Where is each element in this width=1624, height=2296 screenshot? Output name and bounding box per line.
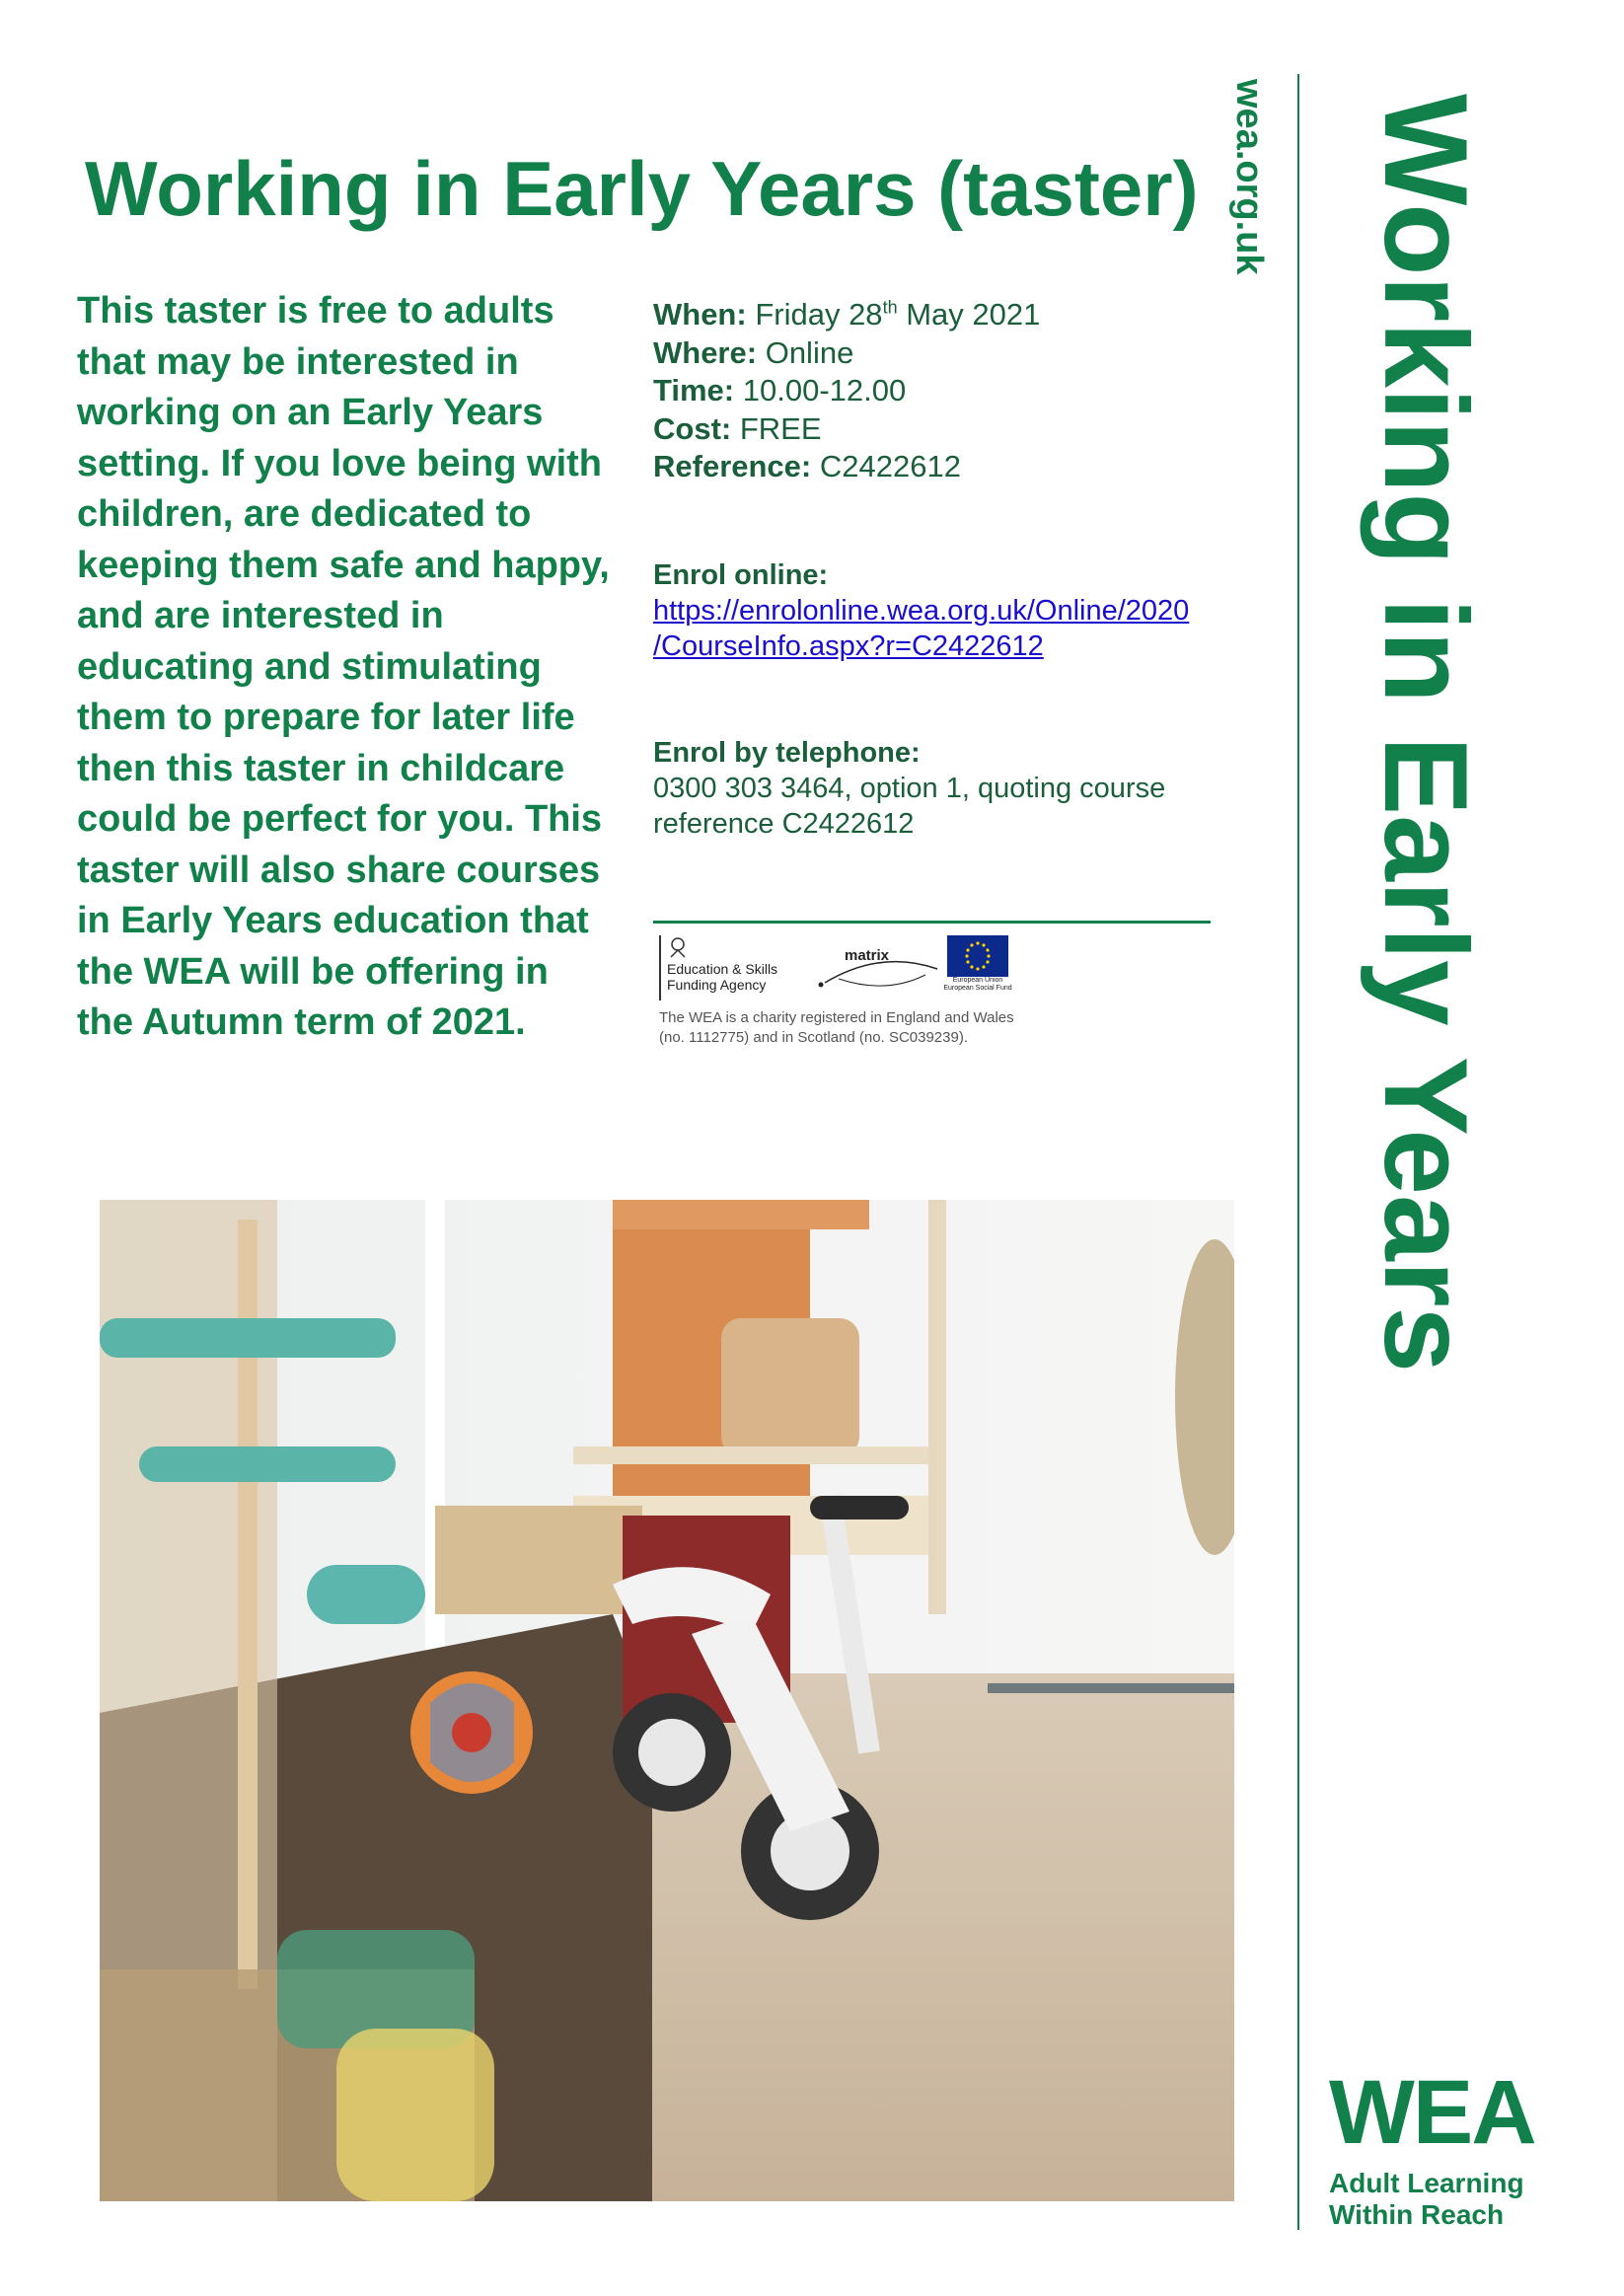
eu-line2: European Social Fund xyxy=(943,985,1012,992)
time-row xyxy=(653,372,1245,410)
where-row xyxy=(653,334,1245,373)
time-value: 10.00-12.00 xyxy=(742,373,907,407)
cost-row xyxy=(653,410,1245,449)
when-suffix: May 2021 xyxy=(897,297,1041,332)
tagline-line2: Within Reach xyxy=(1329,2199,1505,2230)
intro-paragraph: This taster is free to adults that may be interested in working on an Early Years setting. If you love being with children, are dedicated to keeping them safe and happy, and are interested in educating and stimulating them to prepare for later life then this taster in childcare could be perfect for you. This taster will also share courses in Early Years education that the WEA will be offering in the Autumn term of 2021. xyxy=(77,290,610,1043)
enrol-link-line2[interactable]: /CourseInfo.aspx?r=C2422612 xyxy=(653,630,1044,662)
cost-label: Cost: xyxy=(653,410,732,446)
reference-value: C2422612 xyxy=(819,449,961,483)
time-label: Time: xyxy=(653,373,735,407)
eu-logo xyxy=(938,935,1017,1000)
esfa-logo xyxy=(659,935,805,1000)
matrix-logo xyxy=(807,939,955,997)
brand-tagline xyxy=(1329,2168,1586,2231)
page-title: Working in Early Years (taster) xyxy=(85,145,1199,233)
enrol-phone-section xyxy=(653,735,1245,842)
enrol-link-line1[interactable]: https://enrolonline.wea.org.uk/Online/2020 xyxy=(653,595,1190,627)
royal-crest-icon xyxy=(667,935,805,961)
charity-line1: The WEA is a charity registered in England and Wales xyxy=(659,1009,1014,1026)
side-url: wea.org.uk xyxy=(1228,79,1270,275)
course-details xyxy=(653,296,1245,486)
reference-row xyxy=(653,448,1245,486)
esfa-line1: Education & Skills xyxy=(667,961,778,977)
esfa-line2: Funding Agency xyxy=(667,977,767,993)
when-label: When: xyxy=(653,297,747,332)
eu-line1: European Union xyxy=(952,977,1003,984)
vertical-divider xyxy=(1297,74,1299,2230)
wea-brand xyxy=(1329,2062,1586,2231)
reference-label: Reference: xyxy=(653,449,812,483)
when-value: Friday 28 xyxy=(755,297,883,332)
cost-value: FREE xyxy=(739,410,822,446)
enrol-phone-line2: reference C2422612 xyxy=(653,808,915,840)
when-sup: th xyxy=(882,297,898,318)
eu-flag-icon xyxy=(947,935,1008,977)
where-value: Online xyxy=(765,334,854,370)
enrol-online-link[interactable] xyxy=(653,593,1245,664)
wea-logo-text: WEA xyxy=(1329,2062,1535,2163)
tagline-line1: Adult Learning xyxy=(1329,2168,1524,2198)
enrol-phone-line1: 0300 303 3464, option 1, quoting course xyxy=(653,773,1166,804)
when-row xyxy=(653,296,1245,334)
nursery-photo xyxy=(100,1200,1234,2201)
matrix-text: matrix xyxy=(845,947,890,964)
enrol-phone-heading: Enrol by telephone: xyxy=(653,737,921,769)
divider xyxy=(653,921,1211,924)
charity-notice xyxy=(659,1008,1212,1048)
nursery-photo-illustration xyxy=(100,1200,1234,2201)
charity-line2: (no. 1112775) and in Scotland (no. SC039239). xyxy=(659,1029,968,1046)
enrol-online-heading: Enrol online: xyxy=(653,559,829,591)
partner-logos xyxy=(659,935,1212,1004)
where-label: Where: xyxy=(653,334,758,370)
enrol-online-section xyxy=(653,557,1245,664)
side-title: Working in Early Years xyxy=(1360,94,1492,1373)
